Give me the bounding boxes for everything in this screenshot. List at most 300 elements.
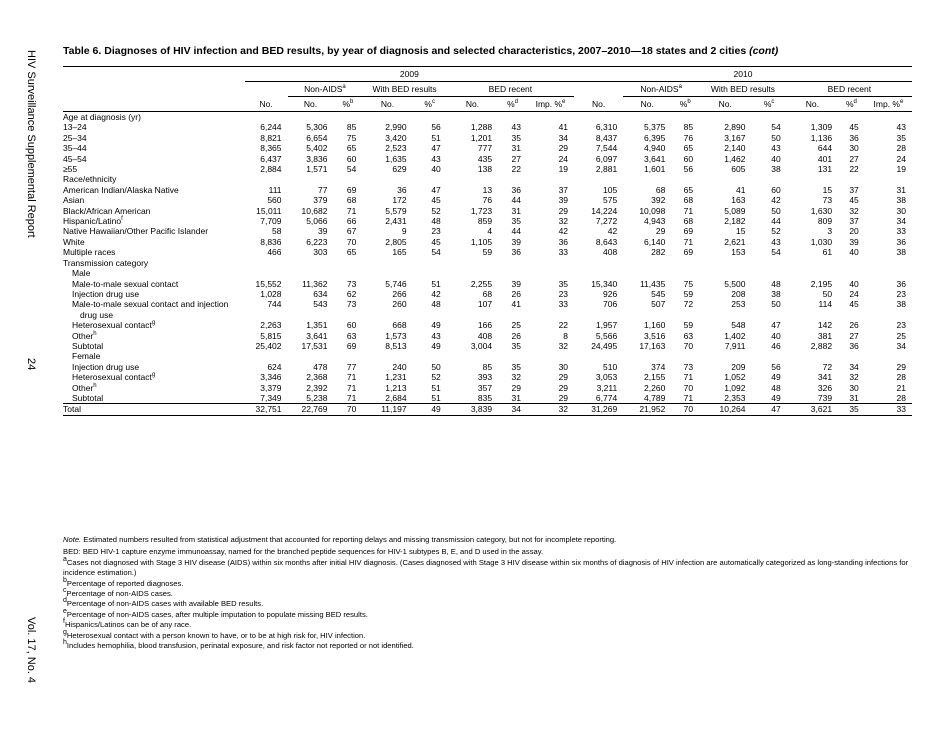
row-label: 25–34 (63, 132, 87, 143)
cell-value (751, 351, 786, 361)
cell-value: 809 (817, 216, 833, 227)
cell-value (447, 351, 498, 361)
cell-value (838, 174, 865, 184)
cell-value: 37 (849, 184, 859, 195)
cell-value (362, 310, 412, 320)
cell-value (699, 258, 751, 268)
cell-value: 5,306 (306, 122, 328, 133)
cell-value: 31,269 (574, 404, 623, 415)
cell-value: 3,211 (596, 382, 618, 393)
cell-value: 6,437 (260, 153, 282, 164)
cell-value: 75 (683, 278, 694, 289)
cell-value: 23 (896, 320, 906, 331)
cell-value: 43 (771, 143, 781, 154)
group-with-bed-2010: With BED results (699, 82, 787, 97)
cell-value (751, 174, 786, 184)
cell-value: 4,943 (644, 216, 666, 227)
cell-value: 111 (268, 184, 282, 195)
cell-value (498, 268, 527, 278)
section-row (63, 112, 912, 123)
cell-value: 10,264 (699, 404, 751, 415)
cell-value: 44 (771, 216, 781, 227)
cell-value: 40 (849, 278, 859, 289)
cell-value (362, 112, 412, 123)
cell-value: 85 (482, 361, 493, 372)
cell-value: 26 (511, 288, 521, 299)
cell-value: 75 (346, 132, 357, 143)
cell-value (699, 268, 751, 278)
cell-value (527, 112, 574, 123)
cell-value: 2,195 (810, 278, 833, 289)
cell-value: 392 (651, 195, 666, 206)
cell-value (527, 310, 574, 320)
cell-value: 31 (511, 205, 521, 216)
cell-value (623, 351, 671, 361)
cell-value: 17,163 (639, 340, 666, 351)
cell-value: 58 (272, 226, 282, 237)
cell-value: 47 (771, 320, 781, 331)
cell-value (333, 174, 362, 184)
cell-value: 52 (431, 372, 441, 383)
cell-value: 32 (558, 216, 569, 227)
cell-value: 2,368 (306, 372, 328, 383)
cell-value: 48 (771, 278, 781, 289)
cell-value: 374 (651, 361, 666, 372)
cell-value: 6,140 (644, 236, 666, 247)
table-row (63, 216, 912, 226)
cell-value: 35 (511, 340, 521, 351)
table-row (63, 299, 912, 309)
cell-value: 77 (318, 184, 328, 195)
cell-value: 47 (751, 404, 786, 415)
cell-value: 624 (267, 361, 282, 372)
cell-value: 9 (401, 226, 407, 237)
cell-value: 2,140 (724, 143, 746, 154)
cell-value: 60 (346, 153, 357, 164)
cell-value: 47 (431, 184, 441, 195)
cell-value: 3,004 (470, 340, 493, 351)
cell-value (865, 258, 912, 268)
cell-value (413, 351, 447, 361)
cell-value: 36 (896, 278, 906, 289)
table-row (63, 331, 912, 341)
col-imp-pct: Imp. %$^e$ (527, 97, 574, 112)
cell-value: 381 (817, 330, 833, 341)
cell-value: 69 (683, 247, 694, 258)
cell-value: 8 (563, 330, 569, 341)
cell-value: 59 (482, 247, 493, 258)
cell-value: 739 (817, 392, 833, 403)
cell-value (498, 310, 527, 320)
row-label: Male (72, 268, 91, 279)
cell-value: 70 (683, 340, 694, 351)
cell-value (865, 351, 912, 361)
cell-value: 6,774 (595, 392, 618, 403)
cell-value: 35 (511, 216, 521, 227)
cell-value: 1,052 (724, 372, 746, 383)
cell-value: 634 (313, 288, 328, 299)
footnote: $^c$Percentage of non-AIDS cases. (63, 587, 173, 599)
col-imp-pct: Imp. %$^e$ (865, 97, 912, 112)
cell-value: 34 (896, 340, 906, 351)
cell-value: 2,263 (260, 320, 282, 331)
row-label: Subtotal (72, 340, 104, 351)
cell-value: 28 (896, 143, 906, 154)
cell-value: 71 (683, 392, 694, 403)
cell-value: 76 (683, 132, 694, 143)
row-label: 35–44 (63, 143, 87, 154)
cell-value: 105 (603, 184, 618, 195)
cell-value (362, 268, 412, 278)
cell-value: 56 (771, 361, 781, 372)
cell-value: 5,089 (724, 205, 746, 216)
cell-value (574, 258, 623, 268)
cell-value (413, 310, 447, 320)
cell-value: 629 (392, 164, 407, 175)
cell-value: 31 (511, 392, 521, 403)
cell-value: 478 (313, 361, 328, 372)
cell-value: 2,392 (306, 382, 328, 393)
cell-value: 63 (683, 330, 694, 341)
cell-value: 1,957 (595, 320, 618, 331)
cell-value: 7,911 (724, 340, 746, 351)
cell-value: 2,990 (385, 122, 407, 133)
cell-value: 29 (558, 392, 569, 403)
cell-value: 408 (477, 330, 493, 341)
cell-value: 5,746 (385, 278, 407, 289)
year-2010: 2010 (574, 67, 912, 82)
cell-value: 29 (558, 143, 569, 154)
cell-value: 70 (671, 404, 699, 415)
cell-value: 1,231 (385, 372, 407, 383)
cell-value (245, 310, 288, 320)
cell-value: 60 (771, 184, 781, 195)
cell-value: 11,197 (362, 404, 412, 415)
cell-value (447, 174, 498, 184)
cell-value: 166 (477, 320, 493, 331)
cell-value: 14,224 (591, 205, 618, 216)
cell-value (447, 112, 498, 123)
col-no: No. (447, 97, 498, 112)
table-title-text: Table 6. Diagnoses of HIV infection and BED results, by year of diagnosis and selected characteristics, 2007–2010—18 states and 2 cities (63, 45, 747, 57)
table-body (63, 67, 912, 416)
cell-value (699, 351, 751, 361)
cell-value (574, 112, 623, 123)
cell-value (838, 258, 865, 268)
cell-value: 466 (267, 247, 282, 258)
table-row (63, 143, 912, 153)
note-label: Note. (63, 535, 82, 544)
cell-value: 163 (731, 195, 746, 206)
col-no: No. (699, 97, 751, 112)
section-row (63, 174, 912, 184)
row-label: ≥55 (63, 164, 78, 175)
cell-value: 34 (558, 132, 569, 143)
cell-value: 28 (896, 392, 906, 403)
cell-value (838, 112, 865, 123)
cell-value: 744 (267, 299, 282, 310)
cell-value: 19 (896, 164, 906, 175)
cell-value (362, 174, 412, 184)
cell-value: 17,531 (301, 340, 328, 351)
cell-value: 575 (603, 195, 618, 206)
cell-value (671, 310, 699, 320)
subtotal-row (63, 393, 912, 404)
cell-value: 2,260 (644, 382, 666, 393)
cell-value: 65 (346, 247, 357, 258)
group-with-bed-2009: With BED results (362, 82, 446, 97)
cell-value: 31 (896, 184, 906, 195)
cell-value: 1,723 (470, 205, 493, 216)
cell-value: 6,223 (306, 236, 328, 247)
cell-value (787, 258, 838, 268)
year-header-row (63, 67, 912, 82)
cell-value (671, 258, 699, 268)
cell-value: 39 (558, 195, 569, 206)
cell-value: 7,272 (595, 216, 618, 227)
cell-value: 70 (333, 404, 362, 415)
col-no: No. (362, 97, 412, 112)
cell-value: 36 (511, 184, 521, 195)
cell-value: 25 (511, 320, 521, 331)
col-no: No. (574, 97, 623, 112)
cell-value: 73 (346, 299, 357, 310)
cell-value: 49 (431, 340, 441, 351)
cell-value (699, 112, 751, 123)
table-title-suffix: (cont) (749, 45, 779, 57)
cell-value: 926 (603, 288, 618, 299)
cell-value (245, 112, 288, 123)
cell-value (787, 174, 838, 184)
cell-value: 1,630 (810, 205, 833, 216)
cell-value: 26 (849, 320, 859, 331)
cell-value: 548 (731, 320, 746, 331)
cell-value: 208 (731, 288, 746, 299)
row-label: Multiple races (63, 247, 116, 258)
cell-value: 27 (511, 153, 521, 164)
cell-value: 63 (346, 330, 357, 341)
cell-value: 260 (392, 299, 407, 310)
cell-value: 15 (736, 226, 746, 237)
row-label: Heterosexual contact$^g$ (72, 320, 156, 331)
table-row (63, 185, 912, 195)
cell-value: 38 (896, 247, 906, 258)
cell-value (671, 268, 699, 278)
cell-value: 50 (771, 299, 781, 310)
cell-value (623, 258, 671, 268)
cell-value: 114 (818, 299, 833, 310)
group-header-row (63, 82, 912, 97)
col-pct: %$^d$ (838, 97, 865, 112)
cell-value: 49 (771, 372, 781, 383)
cell-value: 13 (482, 184, 493, 195)
row-label: 13–24 (63, 122, 87, 133)
cell-value (787, 351, 838, 361)
col-pct: %$^c$ (751, 97, 786, 112)
cell-value: 8,513 (385, 340, 407, 351)
cell-value: 3,167 (724, 132, 746, 143)
cell-value: 507 (651, 299, 666, 310)
cell-value: 48 (431, 216, 441, 227)
cell-value: 266 (392, 288, 407, 299)
cell-value: 48 (431, 299, 441, 310)
cell-value: 1,309 (810, 122, 833, 133)
cell-value: 32,751 (245, 404, 288, 415)
cell-value: 73 (346, 278, 357, 289)
running-title: HIV Surveillance Supplemental Report (25, 50, 37, 238)
cell-value (413, 174, 447, 184)
table-row (63, 133, 912, 143)
cell-value: 36 (849, 340, 859, 351)
cell-value: 1,402 (724, 330, 746, 341)
cell-value (413, 258, 447, 268)
cell-value: 5,402 (306, 143, 328, 154)
cell-value: 71 (683, 205, 694, 216)
cell-value: 73 (822, 195, 833, 206)
cell-value: 10,098 (639, 205, 666, 216)
col-pct: %$^c$ (413, 97, 447, 112)
cell-value: 71 (346, 392, 357, 403)
cell-value: 1,288 (470, 122, 493, 133)
cell-value: 408 (603, 247, 618, 258)
cell-value: 33 (558, 247, 569, 258)
cell-value: 40 (771, 330, 781, 341)
cell-value: 1,571 (306, 164, 328, 175)
cell-value: 30 (896, 205, 906, 216)
cell-value: 43 (431, 153, 441, 164)
cell-value (288, 258, 334, 268)
cell-value: 85 (683, 122, 694, 133)
cell-value: 62 (346, 288, 357, 299)
cell-value: 32 (849, 205, 859, 216)
cell-value (574, 174, 623, 184)
cell-value: 165 (392, 247, 407, 258)
column-header-row (63, 97, 912, 112)
cell-value: 65 (683, 143, 694, 154)
cell-value: 2,155 (644, 372, 666, 383)
cell-value: 1,028 (260, 288, 282, 299)
table-row (63, 247, 912, 257)
cell-value: 77 (346, 361, 357, 372)
cell-value: 34 (896, 216, 906, 227)
cell-value: 15,552 (255, 278, 282, 289)
cell-value: 209 (731, 361, 746, 372)
cell-value (498, 112, 527, 123)
cell-value (787, 310, 838, 320)
row-label: Race/ethnicity (63, 174, 117, 185)
cell-value: 68 (346, 195, 357, 206)
cell-value: 40 (771, 153, 781, 164)
subsection-row (63, 351, 912, 361)
cell-value: 303 (313, 247, 328, 258)
cell-value: 72 (683, 299, 694, 310)
table-row (63, 362, 912, 372)
group-bed-recent-2009: BED recent (447, 82, 574, 97)
cell-value: 435 (477, 153, 493, 164)
cell-value: 67 (346, 226, 357, 237)
cell-value: 59 (683, 288, 694, 299)
cell-value: 36 (896, 236, 906, 247)
cell-value: 6,097 (595, 153, 618, 164)
cell-value: 36 (511, 247, 521, 258)
table-row (63, 289, 912, 299)
cell-value (245, 258, 288, 268)
cell-value: 45 (849, 122, 859, 133)
table-row (63, 279, 912, 289)
volume-label: Vol. 17, No. 4 (25, 617, 37, 684)
cell-value: 60 (346, 320, 357, 331)
table-row (63, 154, 912, 164)
footnote-list (63, 555, 923, 652)
cell-value: 777 (477, 143, 493, 154)
cell-value: 29 (558, 372, 569, 383)
col-pct: %$^b$ (671, 97, 699, 112)
cell-value: 2,882 (810, 340, 833, 351)
footnote: $^e$Percentage of non-AIDS cases, after multiple imputation to populate missing BED results. (63, 607, 368, 619)
table-row (63, 237, 912, 247)
col-pct: %$^d$ (498, 97, 527, 112)
cell-value: 668 (392, 320, 407, 331)
cell-value: 35 (511, 361, 521, 372)
row-label: Female (72, 351, 101, 362)
cell-value (447, 268, 498, 278)
cell-value: 43 (431, 330, 441, 341)
cell-value (288, 310, 334, 320)
cell-value: 510 (603, 361, 618, 372)
row-label: Total (63, 404, 245, 415)
cell-value: 341 (817, 372, 833, 383)
cell-value: 107 (477, 299, 493, 310)
cell-value: 644 (817, 143, 833, 154)
cell-value: 138 (477, 164, 493, 175)
cell-value: 41 (511, 299, 521, 310)
cell-value: 3 (827, 226, 833, 237)
subsection-row (63, 268, 912, 278)
cell-value (865, 310, 912, 320)
cell-value: 33 (865, 404, 912, 415)
cell-value (333, 112, 362, 123)
cell-value (288, 112, 334, 123)
cell-value: 71 (346, 372, 357, 383)
cell-value: 3,839 (447, 404, 498, 415)
cell-value: 605 (731, 164, 746, 175)
cell-value: 2,884 (260, 164, 282, 175)
table-row (63, 195, 912, 205)
cell-value: 35 (558, 278, 569, 289)
footnote: $^h$Includes hemophilia, blood transfusion, perinatal exposure, and risk factor not reported or not identified. (63, 639, 414, 651)
cell-value: 253 (731, 299, 746, 310)
data-table (63, 66, 912, 416)
cell-value: 543 (313, 299, 328, 310)
cell-value: 1,136 (810, 132, 833, 143)
table-row (63, 372, 912, 382)
cell-value: 36 (558, 236, 569, 247)
footnote: $^d$Percentage of non-AIDS cases with available BED results. (63, 597, 264, 609)
cell-value: 3,516 (644, 330, 666, 341)
cell-value: 41 (558, 122, 569, 133)
cell-value: 50 (771, 132, 781, 143)
cell-value: 153 (731, 247, 746, 258)
cell-value (447, 258, 498, 268)
cell-value: 8,821 (260, 132, 282, 143)
cell-value (333, 258, 362, 268)
col-no: No. (787, 97, 838, 112)
cell-value: 21 (896, 382, 906, 393)
cell-value: 19 (558, 164, 569, 175)
cell-value: 32 (511, 372, 521, 383)
cell-value: 3,420 (385, 132, 407, 143)
cell-value (574, 268, 623, 278)
